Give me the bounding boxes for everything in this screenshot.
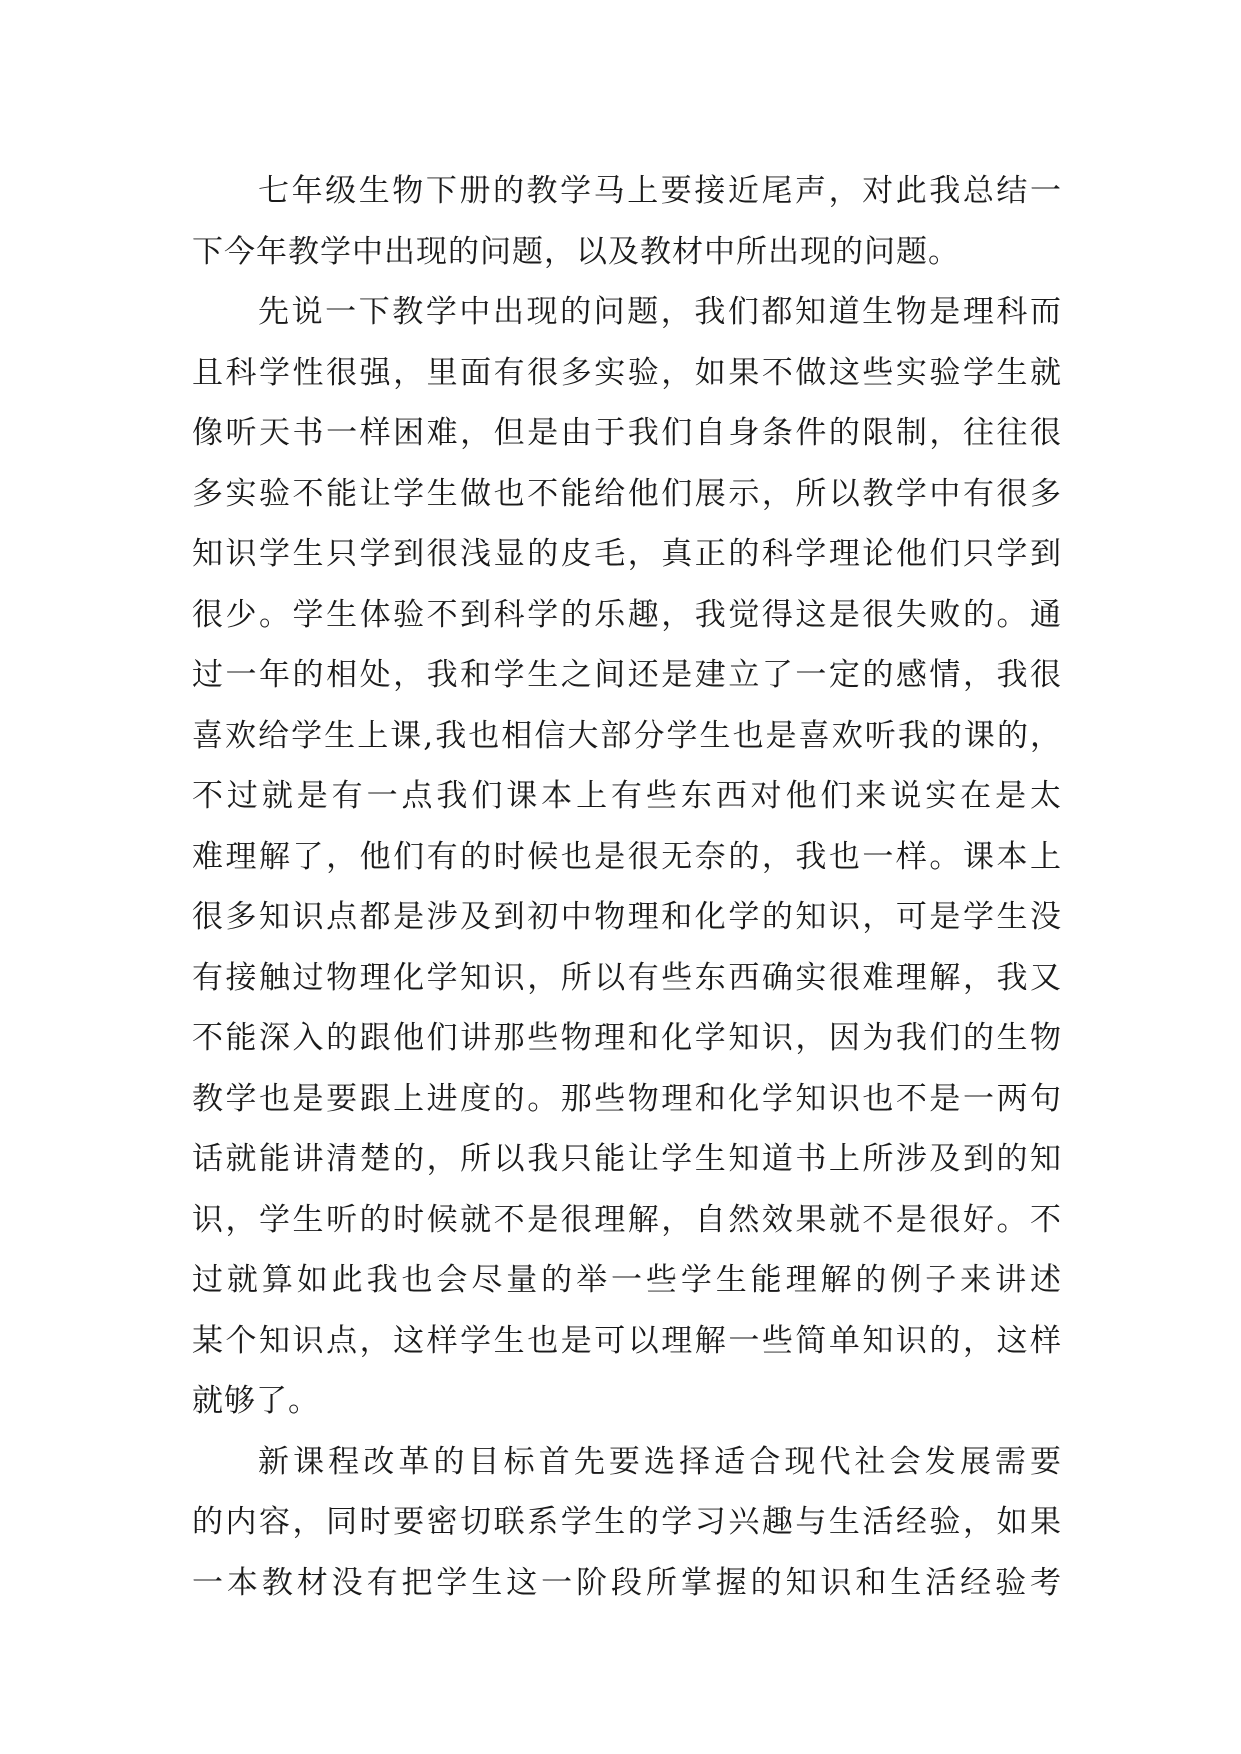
paragraph-line: 新课程改革的目标首先要选择适合现代社会发展需要 (258, 1443, 1062, 1480)
paragraph-line: 七年级生物下册的教学马上要接近尾声，对此我总结一 (258, 173, 1062, 209)
paragraph-line: 且科学性很强，里面有很多实验，如果不做这些实验学生就 (192, 354, 1062, 391)
paragraph-1 (192, 161, 1062, 282)
paragraph-line: 喜欢给学生上课,我也相信大部分学生也是喜欢听我的课的， (192, 717, 1062, 754)
paragraph-line: 下今年教学中出现的问题，以及教材中所出现的问题。 (192, 233, 960, 270)
paragraph-line: 很多知识点都是涉及到初中物理和化学的知识，可是学生没 (192, 899, 1062, 935)
paragraph-line: 一本教材没有把学生这一阶段所掌握的知识和生活经验考 (192, 1564, 1062, 1601)
paragraph-line: 难理解了，他们有的时候也是很无奈的，我也一样。课本上 (192, 838, 1062, 875)
paragraph-3 (192, 1432, 1062, 1614)
paragraph-line: 就够了。 (192, 1383, 320, 1419)
paragraph-line: 某个知识点，这样学生也是可以理解一些简单知识的，这样 (192, 1322, 1062, 1359)
paragraph-line: 识，学生听的时候就不是很理解，自然效果就不是很好。不 (192, 1201, 1062, 1238)
paragraph-line: 像听天书一样困难，但是由于我们自身条件的限制，往往很 (192, 415, 1062, 451)
paragraph-line: 知识学生只学到很浅显的皮毛，真正的科学理论他们只学到 (192, 536, 1062, 572)
paragraph-line: 的内容，同时要密切联系学生的学习兴趣与生活经验，如果 (192, 1504, 1062, 1540)
document-body (192, 161, 1062, 1613)
paragraph-line: 话就能讲清楚的，所以我只能让学生知道书上所涉及到的知 (192, 1141, 1062, 1177)
paragraph-line: 多实验不能让学生做也不能给他们展示，所以教学中有很多 (192, 475, 1062, 512)
paragraph-line: 不能深入的跟他们讲那些物理和化学知识，因为我们的生物 (192, 1020, 1062, 1056)
paragraph-line: 教学也是要跟上进度的。那些物理和化学知识也不是一两句 (192, 1080, 1062, 1117)
paragraph-line: 有接触过物理化学知识，所以有些东西确实很难理解，我又 (192, 959, 1062, 996)
paragraph-line: 很少。学生体验不到科学的乐趣，我觉得这是很失败的。通 (192, 596, 1062, 633)
paragraph-2 (192, 282, 1062, 1432)
paragraph-line: 先说一下教学中出现的问题，我们都知道生物是理科而 (258, 294, 1062, 330)
paragraph-line: 过一年的相处，我和学生之间还是建立了一定的感情，我很 (192, 657, 1062, 693)
paragraph-line: 不过就是有一点我们课本上有些东西对他们来说实在是太 (192, 778, 1062, 814)
paragraph-line: 过就算如此我也会尽量的举一些学生能理解的例子来讲述 (192, 1262, 1062, 1298)
